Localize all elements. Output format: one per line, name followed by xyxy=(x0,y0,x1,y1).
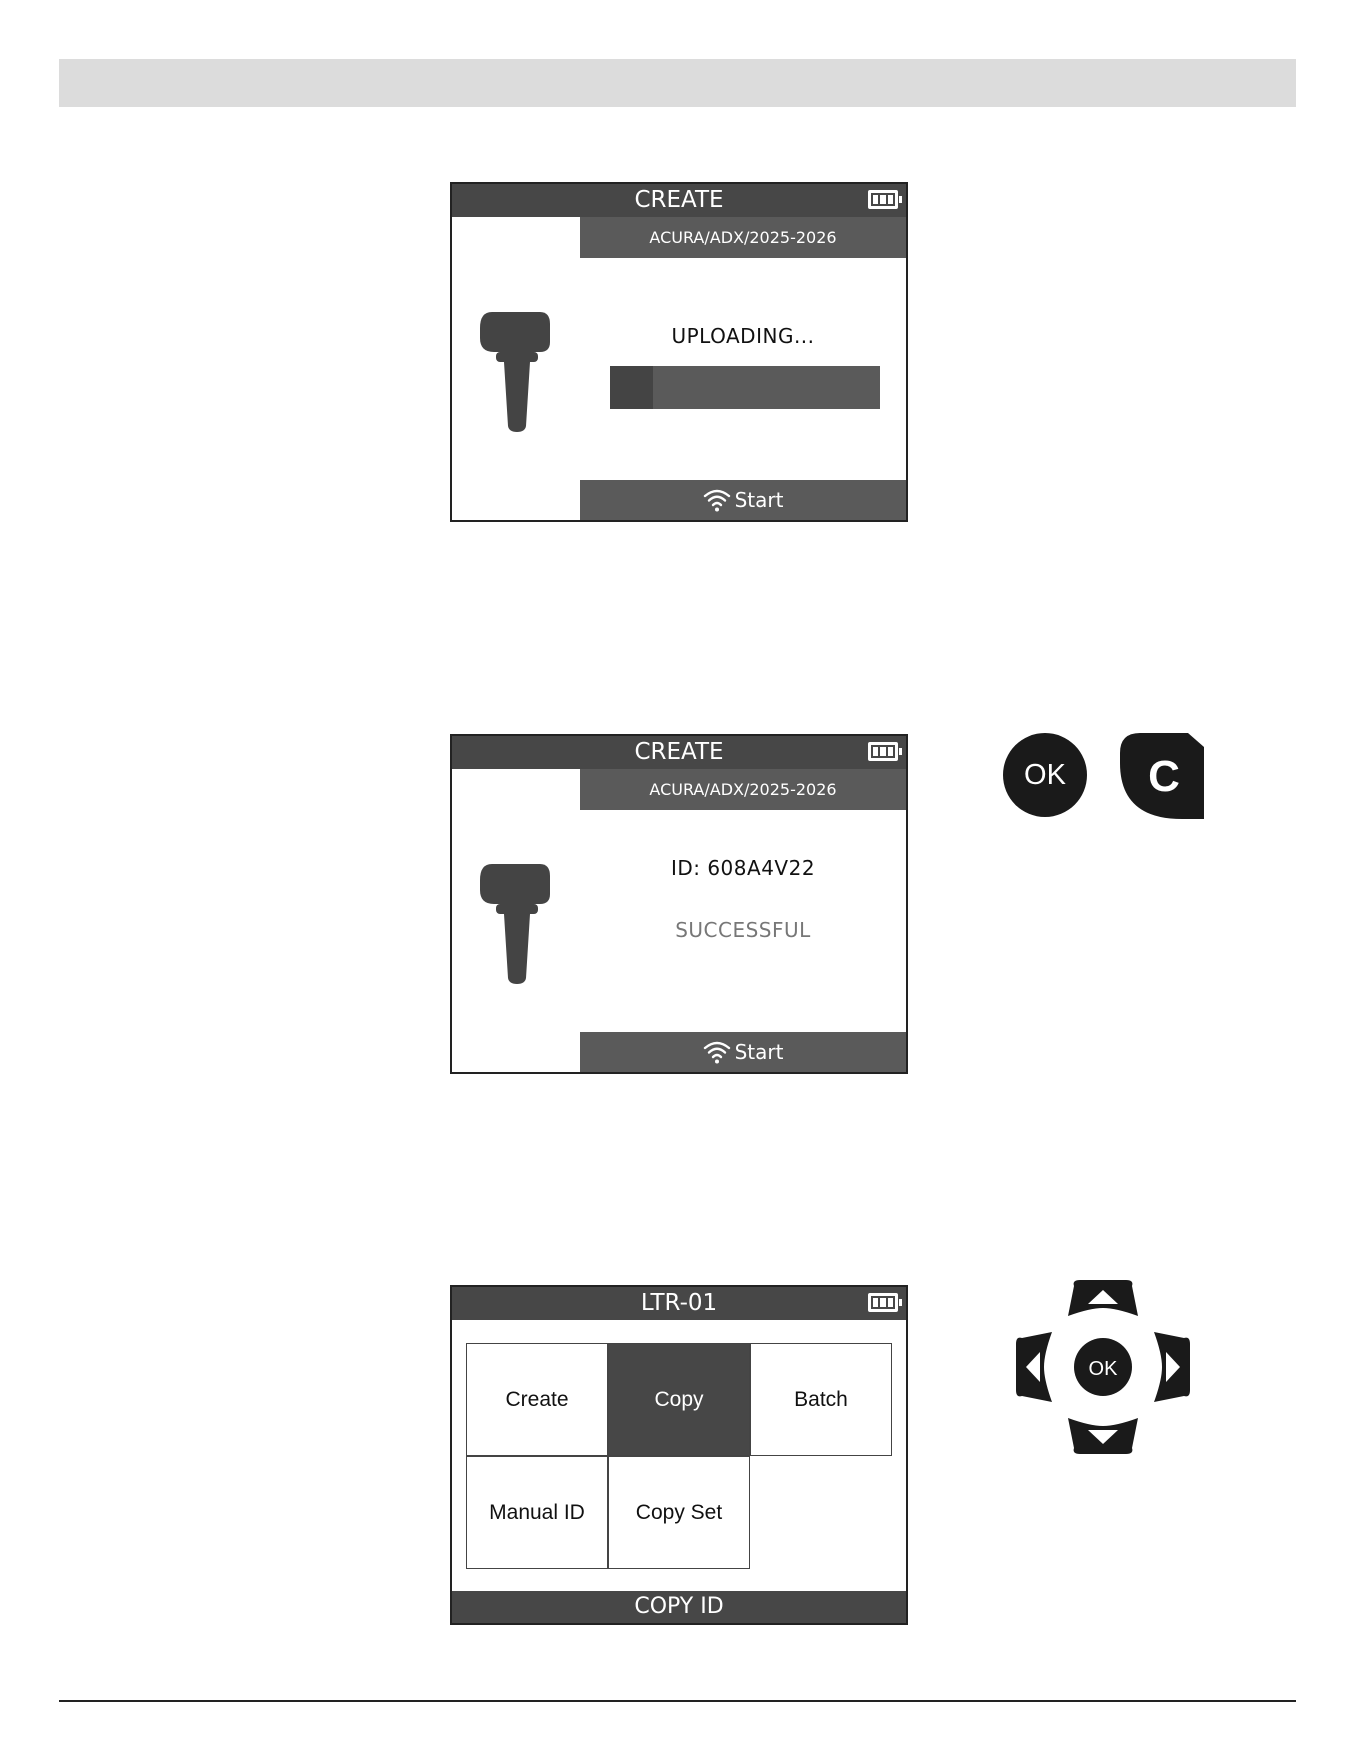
menu-item-manual-id[interactable]: Manual ID xyxy=(466,1456,608,1569)
upload-status-text: UPLOADING... xyxy=(671,324,815,348)
ok-key-label: OK xyxy=(1024,758,1066,791)
menu-footer: COPY ID xyxy=(452,1591,906,1623)
screen-title-bar xyxy=(452,736,906,769)
menu-item-copy[interactable]: Copy xyxy=(608,1343,750,1456)
vehicle-label: ACURA/ADX/2025-2026 xyxy=(580,769,906,810)
tpms-sensor-icon xyxy=(478,860,554,986)
arrow-right-button[interactable] xyxy=(1154,1332,1190,1402)
start-footer[interactable] xyxy=(580,1032,906,1072)
screen-title: LTR-01 xyxy=(640,1290,718,1316)
upload-progress-bar xyxy=(610,366,880,409)
start-label: Start xyxy=(734,488,784,512)
arrow-up-button[interactable] xyxy=(1068,1280,1138,1316)
uploading-screen xyxy=(450,182,908,522)
arrow-left-button[interactable] xyxy=(1016,1332,1052,1402)
vehicle-label: ACURA/ADX/2025-2026 xyxy=(580,217,906,258)
start-label: Start xyxy=(734,1040,784,1064)
menu-item-create[interactable]: Create xyxy=(466,1343,608,1456)
screen-title: CREATE xyxy=(634,739,724,765)
battery-icon xyxy=(868,742,898,761)
dpad-ok-label: OK xyxy=(1088,1358,1118,1380)
menu-screen xyxy=(450,1285,908,1625)
success-screen xyxy=(450,734,908,1074)
wifi-icon xyxy=(703,488,731,512)
dpad xyxy=(1016,1280,1190,1454)
arrow-down-button[interactable] xyxy=(1068,1418,1138,1454)
wifi-icon xyxy=(703,1040,731,1064)
ok-key[interactable] xyxy=(1003,733,1087,817)
page-header-band xyxy=(59,59,1296,107)
screen-title-bar xyxy=(452,184,906,217)
sensor-id-text: ID: 608A4V22 xyxy=(670,856,816,880)
screen-title-bar xyxy=(452,1287,906,1320)
c-key[interactable] xyxy=(1118,733,1204,819)
c-key-label: C xyxy=(1148,752,1180,801)
page-footer-rule xyxy=(59,1700,1296,1702)
menu-item-batch[interactable]: Batch xyxy=(750,1343,892,1456)
battery-icon xyxy=(868,1293,898,1312)
dpad-ok-button[interactable] xyxy=(1074,1338,1132,1396)
menu-item-copy-set[interactable]: Copy Set xyxy=(608,1456,750,1569)
success-status-text: SUCCESSFUL xyxy=(675,918,811,942)
screen-title: CREATE xyxy=(634,187,724,213)
upload-progress-fill xyxy=(610,366,653,409)
tpms-sensor-icon xyxy=(478,308,554,434)
battery-icon xyxy=(868,190,898,209)
start-footer[interactable] xyxy=(580,480,906,520)
